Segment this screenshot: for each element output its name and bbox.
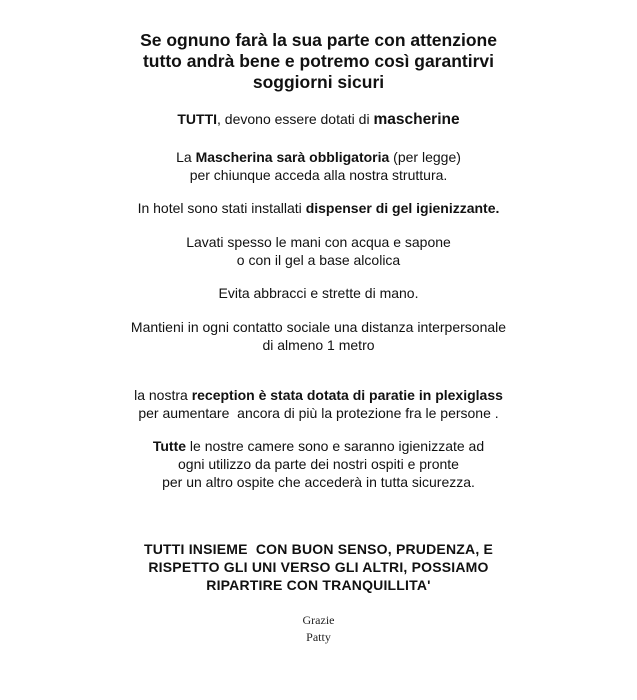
- hand-washing-line-1: Lavati spesso le mani con acqua e sapone: [186, 234, 451, 250]
- notice-title: [0, 30, 637, 93]
- rooms-line-3: per un altro ospite che accederà in tutta sicurezza.: [162, 474, 475, 490]
- reception-prefix: la nostra: [134, 387, 192, 403]
- no-hugs-paragraph: [0, 284, 637, 302]
- reception-bold: reception è stata dotata di paratie in plexiglass: [191, 387, 503, 403]
- title-line-3: soggiorni sicuri: [252, 72, 385, 92]
- masks-everyone-bold-2: mascherine: [373, 111, 460, 128]
- mask-mandatory-prefix: La: [176, 149, 196, 165]
- distance-line-1: Mantieni in ogni contatto sociale una distanza interpersonale: [130, 319, 507, 335]
- reception-line-2: per aumentare ancora di più la protezione fra le persone .: [138, 405, 499, 421]
- masks-everyone-paragraph: [0, 110, 637, 129]
- sanitizer-bold: dispenser di gel igienizzante.: [305, 200, 500, 216]
- title-line-1: Se ognuno farà la sua parte con attenzione: [140, 30, 497, 50]
- reception-paragraph: [0, 386, 637, 422]
- signature-line-2: Patty: [306, 630, 331, 644]
- hand-washing-line-2: o con il gel a base alcolica: [236, 252, 401, 268]
- closing-line-2: RISPETTO GLI UNI VERSO GLI ALTRI, POSSIAMO: [148, 559, 489, 575]
- mask-mandatory-paragraph: [0, 148, 637, 184]
- closing-statement: [0, 540, 637, 594]
- title-line-2: tutto andrà bene e potremo così garantirvi: [142, 51, 495, 71]
- distance-paragraph: [0, 318, 637, 354]
- mask-mandatory-suffix: (per legge): [389, 149, 461, 165]
- closing-line-3: RIPARTIRE CON TRANQUILLITA': [206, 577, 431, 593]
- rooms-line-1-rest: le nostre camere sono e saranno igienizzate ad: [186, 438, 485, 454]
- distance-line-2: di almeno 1 metro: [262, 337, 375, 353]
- masks-everyone-bold-1: TUTTI: [177, 111, 218, 127]
- signature-line-1: Grazie: [302, 613, 335, 627]
- mask-mandatory-line-2: per chiunque acceda alla nostra struttura.: [189, 167, 448, 183]
- masks-everyone-text: , devono essere dotati di: [217, 111, 374, 127]
- rooms-paragraph: [0, 437, 637, 491]
- rooms-bold: Tutte: [152, 438, 187, 454]
- sanitizer-text: In hotel sono stati installati: [137, 200, 306, 216]
- rooms-line-2: ogni utilizzo da parte dei nostri ospiti e pronte: [178, 456, 459, 472]
- mask-mandatory-bold: Mascherina sarà obbligatoria: [195, 149, 390, 165]
- signature: [0, 612, 637, 646]
- hand-washing-paragraph: [0, 233, 637, 269]
- closing-line-1: TUTTI INSIEME CON BUON SENSO, PRUDENZA, E: [143, 541, 494, 557]
- sanitizer-paragraph: [0, 199, 637, 217]
- no-hugs-line-1: Evita abbracci e strette di mano.: [218, 285, 419, 301]
